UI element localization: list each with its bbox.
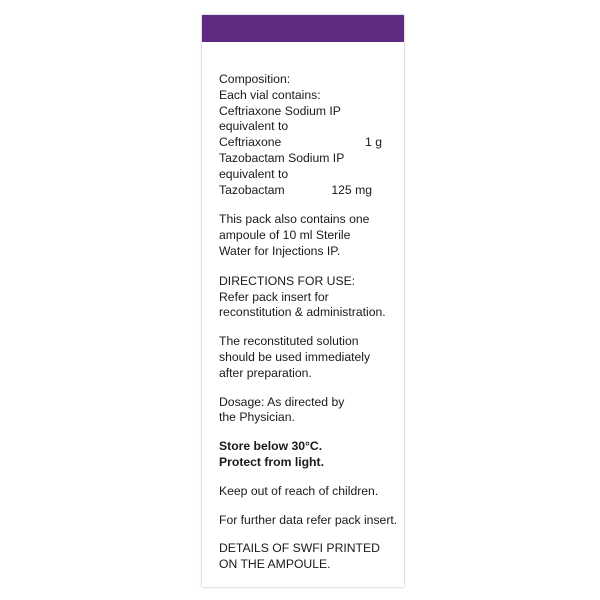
tazobactam-sodium-line: Tazobactam Sodium IP bbox=[219, 150, 345, 165]
composition-heading: Composition: bbox=[219, 72, 291, 86]
swfi-line: ON THE AMPOULE. bbox=[219, 557, 331, 572]
each-vial-line: Each vial contains: bbox=[219, 87, 321, 102]
ceftriaxone-quantity: 1 g bbox=[365, 135, 382, 150]
swfi-note bbox=[219, 541, 399, 573]
label-text bbox=[219, 72, 399, 573]
dosage-note bbox=[219, 395, 399, 427]
storage-line: Store below 30°C. bbox=[219, 439, 323, 454]
equivalent-line: equivalent to bbox=[219, 166, 289, 181]
swfi-line: DETAILS OF SWFI PRINTED bbox=[219, 541, 380, 556]
composition-section bbox=[219, 72, 399, 198]
carton-panel bbox=[202, 15, 404, 587]
directions-section bbox=[219, 274, 399, 321]
tazobactam-row bbox=[219, 183, 399, 199]
directions-line: Refer pack insert for bbox=[219, 289, 329, 304]
tazobactam-quantity: 125 mg bbox=[331, 182, 372, 197]
solution-note-line: should be used immediately bbox=[219, 349, 371, 364]
pack-note-line: This pack also contains one bbox=[219, 212, 370, 227]
dosage-line: Dosage: As directed by bbox=[219, 394, 345, 409]
ceftriaxone-row bbox=[219, 135, 399, 151]
storage-line: Protect from light. bbox=[219, 454, 324, 469]
ceftriaxone-name: Ceftriaxone bbox=[219, 135, 282, 150]
purple-band bbox=[202, 15, 404, 42]
solution-note bbox=[219, 334, 399, 381]
equivalent-line: equivalent to bbox=[219, 119, 289, 134]
children-note: Keep out of reach of children. bbox=[219, 483, 379, 498]
dosage-line: the Physician. bbox=[219, 410, 295, 425]
pack-note-line: Water for Injections IP. bbox=[219, 243, 341, 258]
directions-heading: DIRECTIONS FOR USE: bbox=[219, 273, 356, 288]
storage-note bbox=[219, 439, 399, 471]
ceftriaxone-sodium-line: Ceftriaxone Sodium IP bbox=[219, 103, 341, 118]
pack-note-line: ampoule of 10 ml Sterile bbox=[219, 228, 351, 243]
tazobactam-name: Tazobactam bbox=[219, 182, 285, 197]
pack-note bbox=[219, 212, 399, 259]
directions-line: reconstitution & administration. bbox=[219, 305, 386, 320]
further-data-note: For further data refer pack insert. bbox=[219, 512, 398, 527]
solution-note-line: after preparation. bbox=[219, 365, 312, 380]
solution-note-line: The reconstituted solution bbox=[219, 334, 359, 349]
